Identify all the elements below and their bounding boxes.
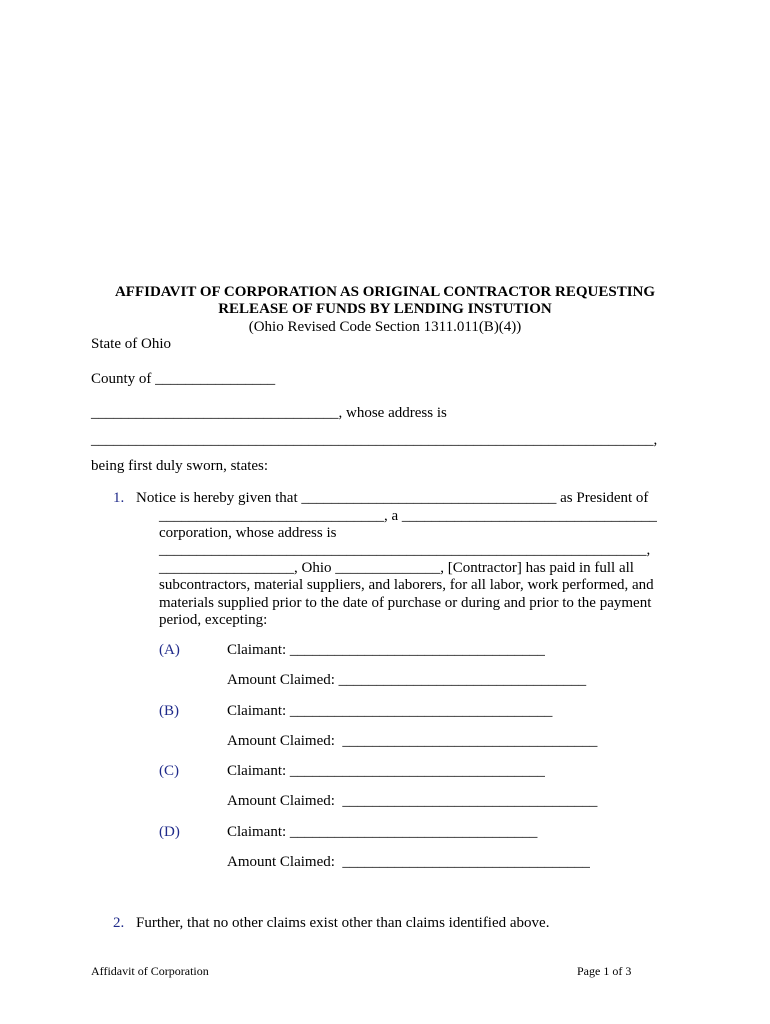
item1-line6: subcontractors, material suppliers, and laborers, for all labor, work performed, and (159, 577, 654, 593)
item1-number: 1. (113, 490, 125, 506)
sworn-statement: being first duly sworn, states: (91, 458, 269, 474)
document-subtitle: (Ohio Revised Code Section 1311.011(B)(4)) (248, 319, 522, 335)
claim-d-amount: Amount Claimed: _________________________________ (227, 854, 590, 870)
county-line: County of ________________ (91, 371, 276, 387)
item1-line7: materials supplied prior to the date of purchase or during and prior to the payment (159, 595, 652, 611)
claim-a-claimant: Claimant: __________________________________ (227, 642, 545, 658)
footer-title: Affidavit of Corporation (91, 964, 209, 978)
address-line: ___________________________________________________________________________, (91, 432, 658, 448)
item1-line1: Notice is hereby given that __________________________________ as President of (136, 490, 649, 506)
claim-a-letter: (A) (159, 642, 180, 658)
claim-c-amount: Amount Claimed: __________________________________ (227, 793, 598, 809)
document-title-line1: AFFIDAVIT OF CORPORATION AS ORIGINAL CONTRACTOR REQUESTING (114, 284, 656, 300)
item1-line3: corporation, whose address is (159, 525, 337, 541)
page-number: Page 1 of 3 (577, 964, 632, 978)
item1-line4: _________________________________________________________________, (159, 542, 651, 558)
item2-text: Further, that no other claims exist other than claims identified above. (136, 915, 550, 931)
item1-line8: period, excepting: (159, 612, 268, 628)
claim-b-amount: Amount Claimed: __________________________________ (227, 733, 598, 749)
claim-b-claimant: Claimant: ___________________________________ (227, 703, 553, 719)
item1-line2: ______________________________, a __________________________________ (159, 508, 657, 524)
document-title-line2: RELEASE OF FUNDS BY LENDING INSTUTION (218, 301, 552, 317)
affiant-line: _________________________________, whose address is (91, 405, 447, 421)
state-line: State of Ohio (91, 336, 171, 352)
claim-c-letter: (C) (159, 763, 179, 779)
claim-d-letter: (D) (159, 824, 180, 840)
claim-d-claimant: Claimant: _________________________________ (227, 824, 538, 840)
claim-a-amount: Amount Claimed: _________________________________ (227, 672, 587, 688)
item2-number: 2. (113, 915, 125, 931)
item1-line5: __________________, Ohio ______________, [Contractor] has paid in full all (159, 560, 634, 576)
claim-b-letter: (B) (159, 703, 179, 719)
claim-c-claimant: Claimant: __________________________________ (227, 763, 545, 779)
